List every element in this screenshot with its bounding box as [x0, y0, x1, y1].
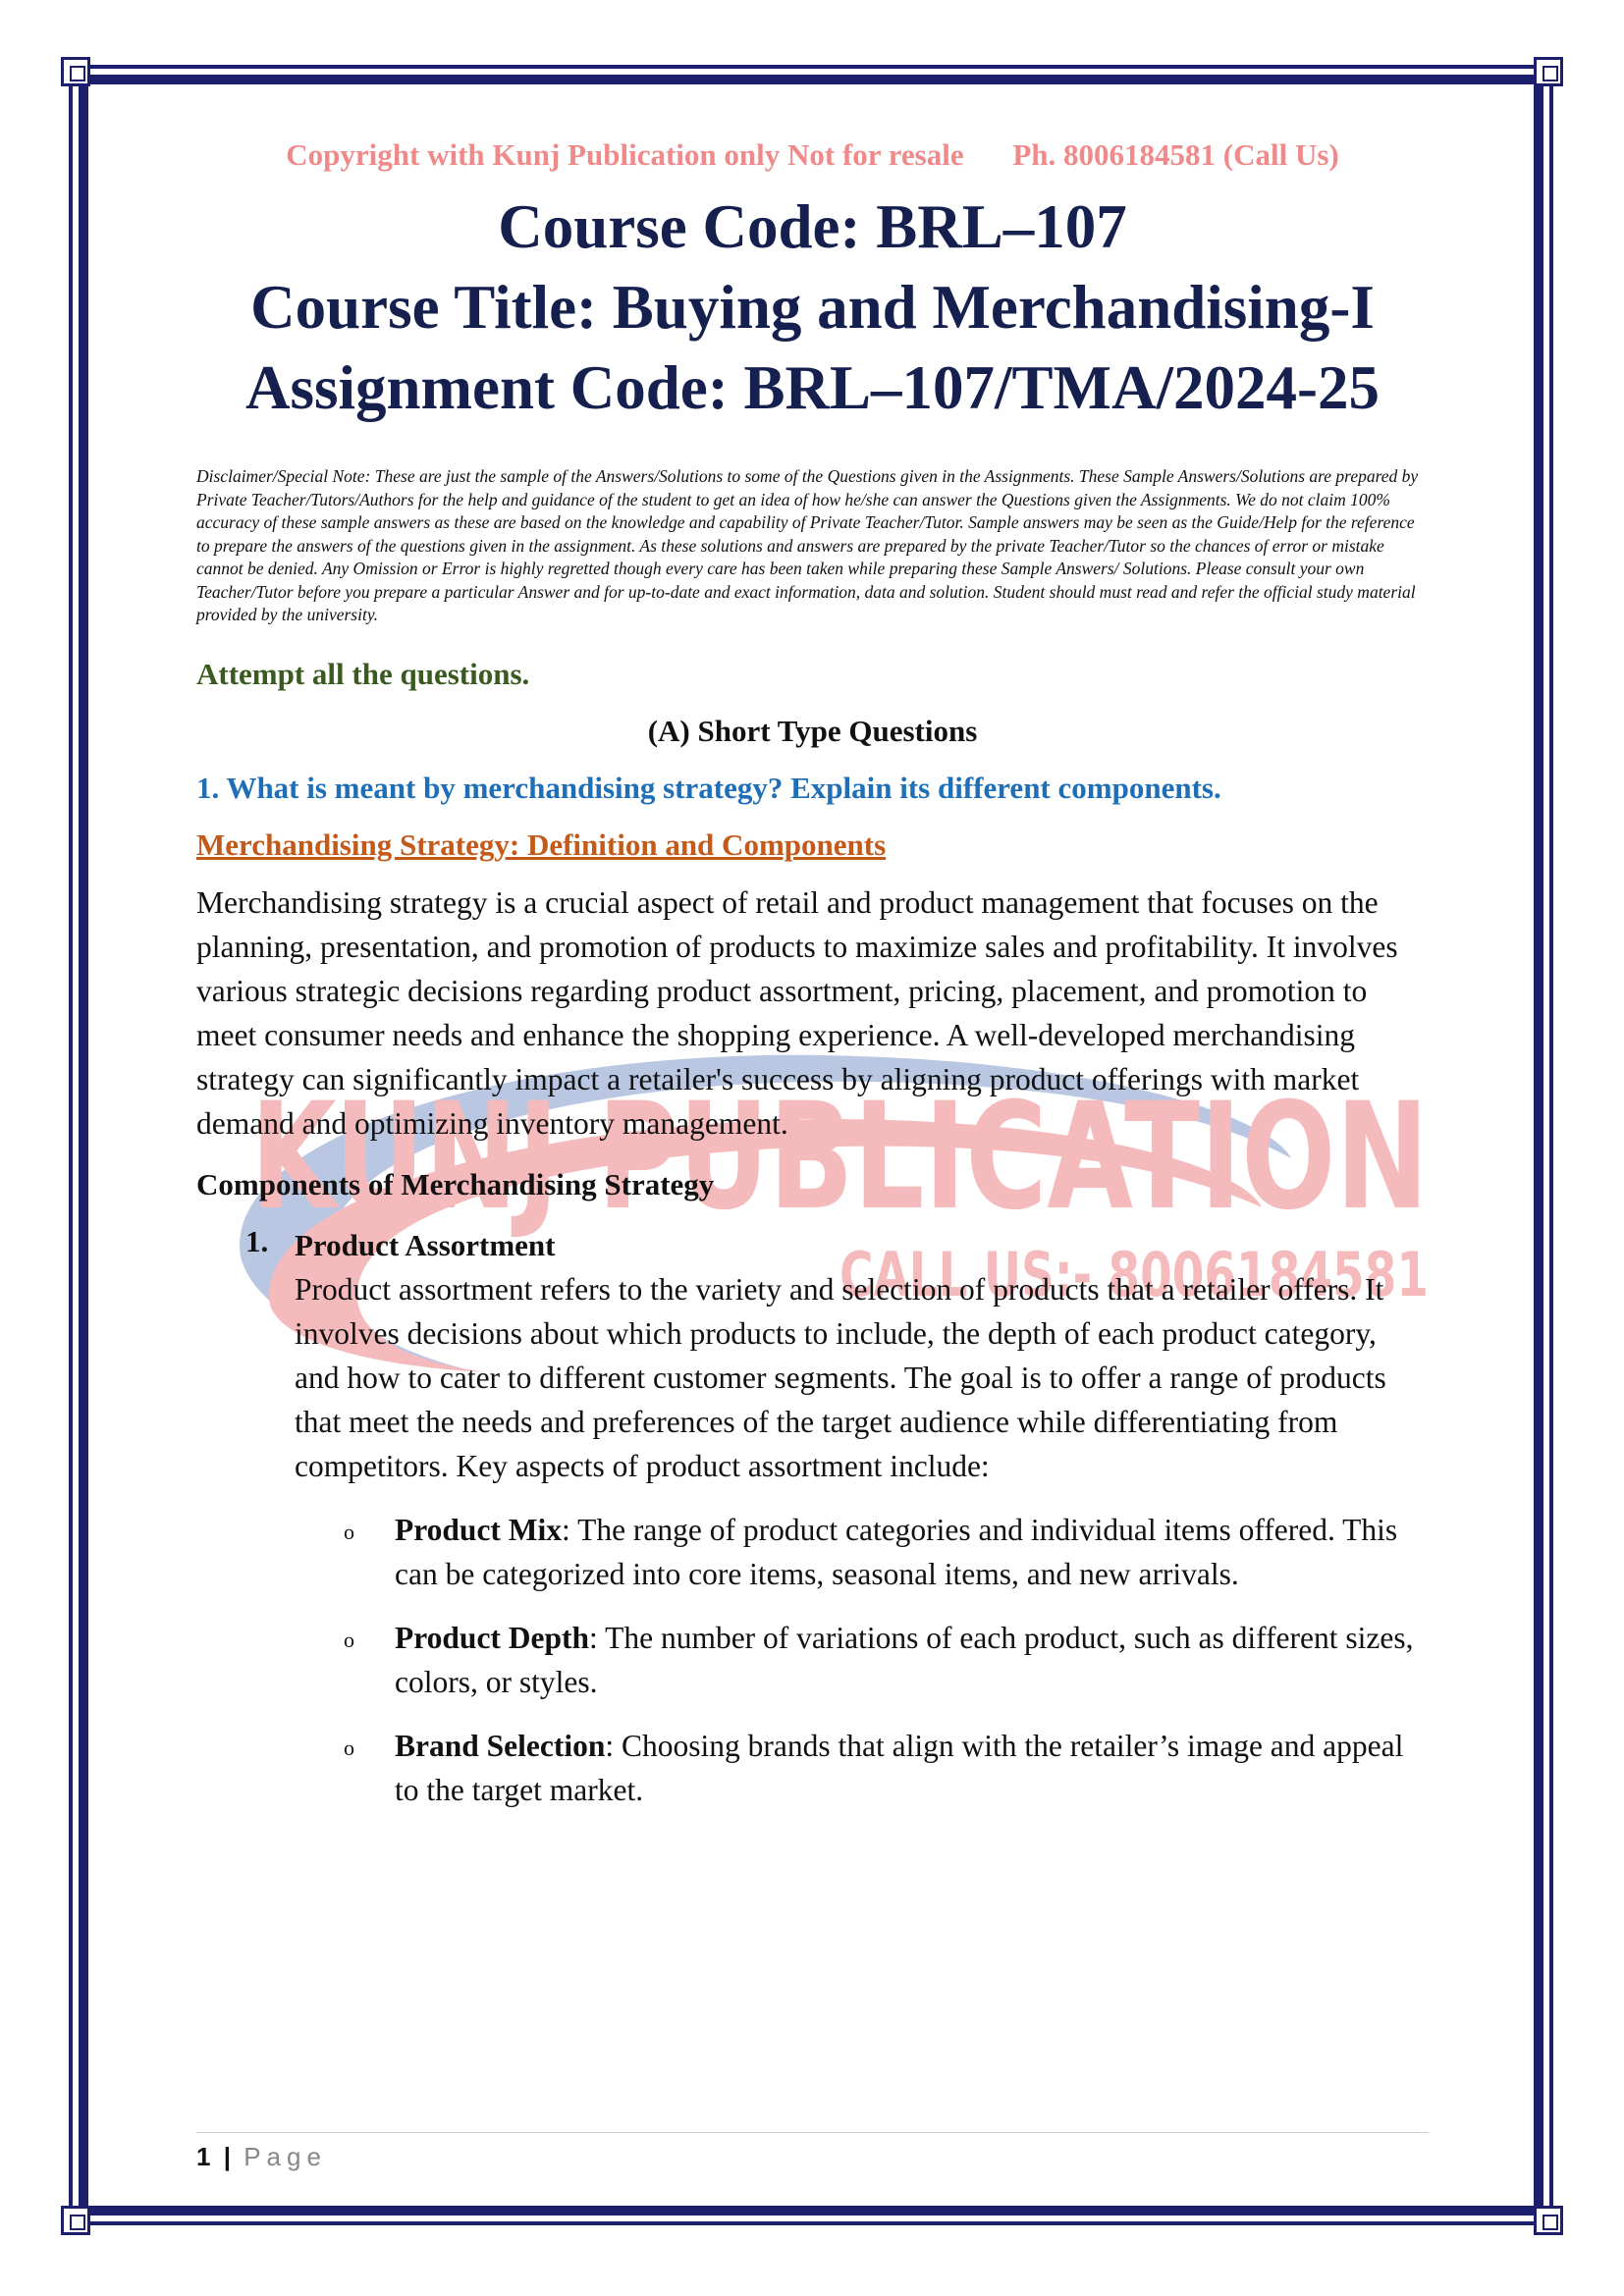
bullet-circle-icon: o	[344, 1519, 354, 1544]
page-content	[196, 137, 1429, 1812]
page-separator: |	[223, 2142, 231, 2171]
course-code: Course Code: BRL–107	[498, 192, 1127, 261]
page-label: Page	[244, 2142, 327, 2171]
bullet-desc: : The number of variations of each product, such as different sizes, colors, or styles.	[395, 1620, 1414, 1699]
corner-ornament-top-right	[1534, 57, 1563, 86]
corner-ornament-top-left	[61, 57, 90, 86]
bullet-item-product-mix	[196, 1508, 1429, 1596]
copyright-text: Copyright with Kunj Publication only Not for resale	[286, 137, 964, 172]
phone-text: Ph. 8006184581 (Call Us)	[1012, 137, 1339, 172]
instruction: Attempt all the questions.	[196, 656, 530, 691]
section-heading: (A) Short Type Questions	[647, 713, 978, 748]
bullet-circle-icon: o	[344, 1627, 354, 1652]
bullet-term: Product Mix	[395, 1512, 563, 1547]
course-title: Course Title: Buying and Merchandising-I	[250, 273, 1375, 342]
bullet-desc: : Choosing brands that align with the retailer’s image and appeal to the target market.	[395, 1728, 1404, 1807]
watermark-call-text: CALL US:- 8006184581	[839, 1239, 1429, 1310]
bullet-desc: : The range of product categories and individual items offered. This can be categorized into core items, seasonal items, and new arrivals.	[395, 1512, 1398, 1591]
footer-divider	[196, 2132, 1429, 2133]
page-footer	[196, 2142, 327, 2172]
watermark-brand-text: KUNJ PUBLICATION	[250, 1072, 1429, 1243]
title-block	[196, 187, 1429, 428]
component-number: 1.	[245, 1223, 269, 1258]
intro-paragraph: Merchandising strategy is a crucial aspect of retail and product management that focuses on the planning, presentation, and promotion of products to maximize sales and profitability. It involves various strategic decisions regarding product assortment, pricing, placement, and promotion to meet consumer needs and enhance the shopping experience. A well-developed merchandising strategy can significantly impact a retailer's success by aligning product offerings with market demand and optimizing inventory management.	[196, 884, 1398, 1141]
question-1: 1. What is meant by merchandising strategy? Explain its different components.	[196, 770, 1221, 805]
bullet-item-brand-selection	[196, 1724, 1429, 1812]
component-text: Product assortment refers to the variety and selection of products that a retailer offers. It involves decisions about which products to include, the depth of each product category, and how to cater to different customer segments. The goal is to offer a range of products that meet the needs and preferences of the target audience while differentiating from competitors. Key aspects of product assortment include:	[295, 1271, 1386, 1483]
page-number: 1	[196, 2142, 211, 2171]
assignment-code: Assignment Code: BRL–107/TMA/2024-25	[244, 353, 1380, 422]
corner-ornament-bottom-left	[61, 2206, 90, 2235]
answer-heading: Merchandising Strategy: Definition and Components	[196, 827, 887, 862]
bullet-item-product-depth	[196, 1616, 1429, 1704]
bullet-circle-icon: o	[344, 1735, 354, 1760]
disclaimer: Disclaimer/Special Note: These are just the sample of the Answers/Solutions to some of the Questions given in the Assignments. These Sample Answers/Solutions are prepared by Private Teacher/Tutors/Authors for the help and guidance of the student to get an idea of how he/she can answer the Questions given the Assignments. We do not claim 100% accuracy of these sample answers as these are based on the knowledge and capability of Private Teacher/Tutor. Sample answers may be seen as the Guide/Help for the reference to prepare the answers of the questions given in the assignment. As these solutions and answers are prepared by the private Teacher/Tutor so the chances of error or mistake cannot be denied. Any Omission or Error is highly regretted though every care has been taken while preparing these Sample Answers/ Solutions. Please consult your own Teacher/Tutor before you prepare a particular Answer and for up-to-date and exact information, data and solution. Student should must read and refer the official study material provided by the university.	[196, 466, 1419, 624]
bullet-term: Brand Selection	[395, 1728, 606, 1763]
component-title: Product Assortment	[295, 1227, 556, 1262]
copyright-header	[196, 137, 1429, 173]
components-heading: Components of Merchandising Strategy	[196, 1166, 715, 1201]
corner-ornament-bottom-right	[1534, 2206, 1563, 2235]
component-item-1	[196, 1224, 1429, 1488]
bullet-term: Product Depth	[395, 1620, 590, 1655]
